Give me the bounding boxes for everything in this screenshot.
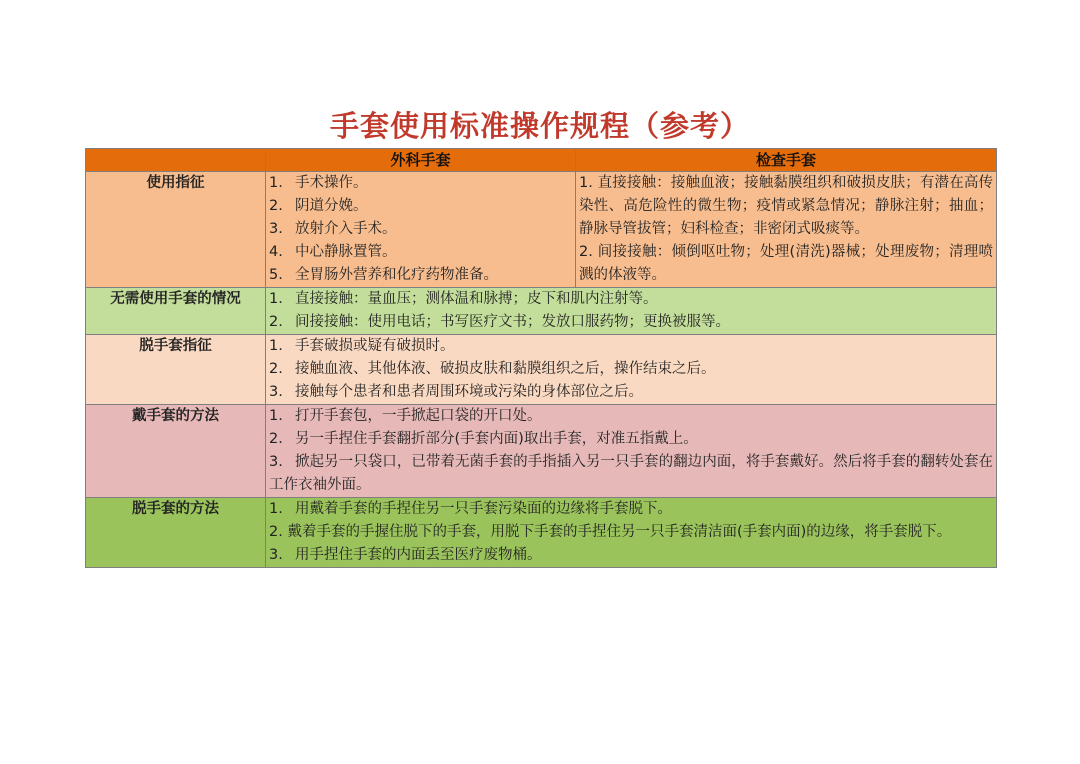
list-item: 4. 中心静脉置管。 (269, 244, 397, 260)
row-label-usage: 使用指征 (86, 172, 266, 288)
list-item: 1. 直接接触：量血压；测体温和脉搏；皮下和肌内注射等。 (269, 291, 658, 307)
removal-content (266, 335, 997, 405)
table-row-usage-indications (86, 172, 997, 288)
row-label-takeoff: 脱手套的方法 (86, 498, 266, 568)
list-item: 2. 戴着手套的手握住脱下的手套，用脱下手套的手捏住另一只手套清洁面(手套内面)的边缘，将手套脱下。 (269, 524, 952, 540)
list-item: 3. 掀起另一只袋口，已带着无菌手套的手指插入另一只手套的翻边内面，将手套戴好。然后将手套的翻转处套在工作衣袖外面。 (269, 454, 993, 493)
no-need-content (266, 288, 997, 335)
table-row-no-glove-needed (86, 288, 997, 335)
glove-procedure-table (85, 148, 997, 568)
header-exam-gloves: 检查手套 (576, 149, 997, 172)
list-item: 3. 接触每个患者和患者周围环境或污染的身体部位之后。 (269, 384, 643, 400)
table-row-removal-method (86, 498, 997, 568)
page-title: 手套使用标准操作规程（参考） (329, 109, 750, 143)
list-item: 2. 阴道分娩。 (269, 198, 368, 214)
exam-indirect-contact: 2. 间接接触：倾倒呕吐物；处理(清洗)器械；处理废物；清理喷溅的体液等。 (579, 244, 993, 283)
list-item: 1. 用戴着手套的手捏住另一只手套污染面的边缘将手套脱下。 (269, 501, 672, 517)
takeoff-content (266, 498, 997, 568)
header-surgical-gloves: 外科手套 (266, 149, 576, 172)
list-item: 2. 间接接触：使用电话；书写医疗文书；发放口服药物；更换被服等。 (269, 314, 730, 330)
exam-direct-contact: 1. 直接接触：接触血液；接触黏膜组织和破损皮肤；有潜在高传染性、高危险性的微生物；疫情或紧急情况；静脉注射；抽血；静脉导管拔管；妇科检查；非密闭式吸痰等。 (579, 175, 993, 237)
list-item: 1. 手术操作。 (269, 175, 368, 191)
list-item: 5. 全胃肠外营养和化疗药物准备。 (269, 267, 498, 283)
exam-gloves-indications (576, 172, 997, 288)
surgical-gloves-indications (266, 172, 576, 288)
row-label-wearing: 戴手套的方法 (86, 405, 266, 498)
table-row-removal-indications (86, 335, 997, 405)
table-header-row (86, 149, 997, 172)
header-blank-cell (86, 149, 266, 172)
list-item: 2. 另一手捏住手套翻折部分(手套内面)取出手套，对准五指戴上。 (269, 431, 698, 447)
list-item: 3. 用手捏住手套的内面丢至医疗废物桶。 (269, 547, 542, 563)
table-row-wearing-method (86, 405, 997, 498)
wearing-content (266, 405, 997, 498)
list-item: 3. 放射介入手术。 (269, 221, 397, 237)
list-item: 1. 手套破损或疑有破损时。 (269, 338, 455, 354)
row-label-removal: 脱手套指征 (86, 335, 266, 405)
list-item: 1. 打开手套包，一手掀起口袋的开口处。 (269, 408, 542, 424)
row-label-no-need: 无需使用手套的情况 (86, 288, 266, 335)
list-item: 2. 接触血液、其他体液、破损皮肤和黏膜组织之后，操作结束之后。 (269, 361, 716, 377)
